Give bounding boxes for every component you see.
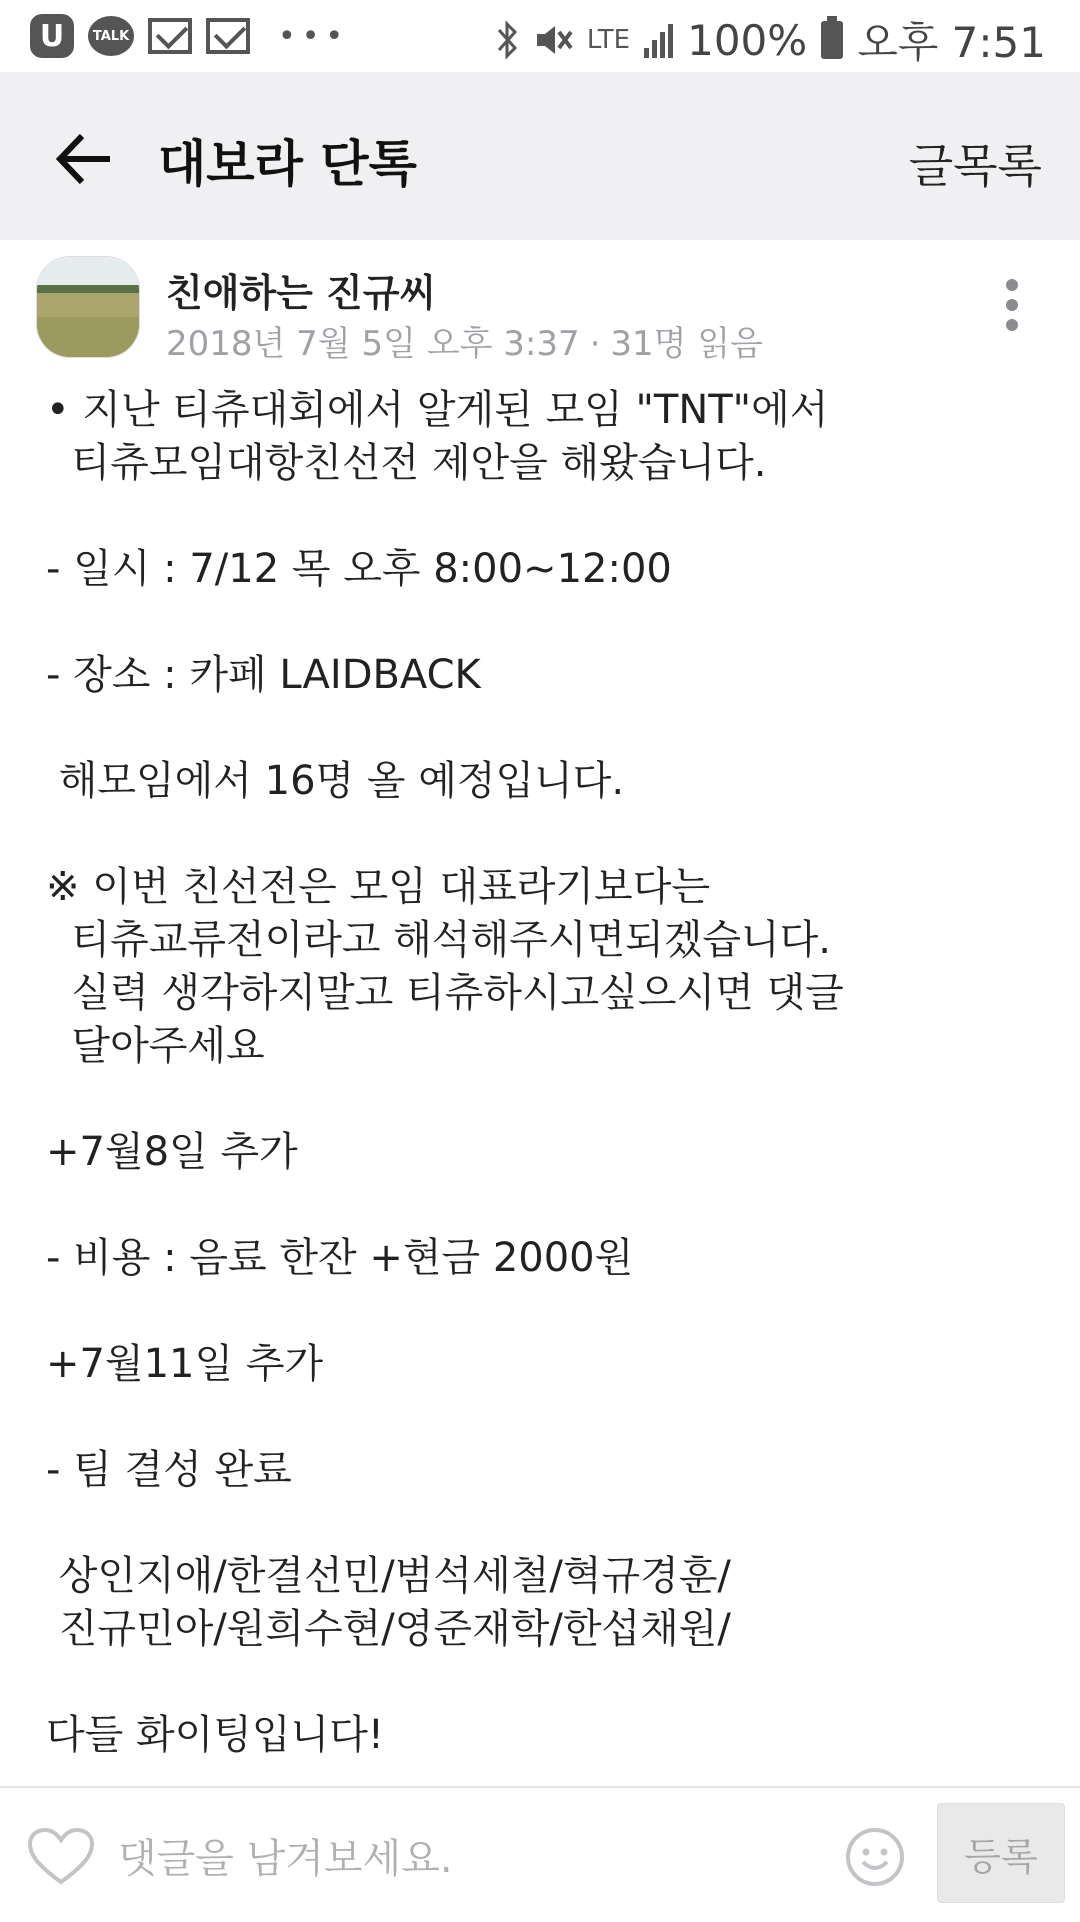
post-body-line: 티츄모임대항친선전 제안을 해왔습니다.: [46, 440, 767, 486]
post-body-line: +7월11일 추가: [46, 1341, 324, 1387]
system-status: [495, 10, 1046, 70]
smiley-icon[interactable]: [844, 1826, 906, 1888]
post-body-line: 해모임에서 16명 올 예정입니다.: [46, 758, 625, 804]
talk-icon-label: TALK: [92, 28, 130, 44]
kakaotalk-icon: [88, 16, 134, 56]
heart-icon[interactable]: [26, 1826, 96, 1888]
post-list-button[interactable]: 글목록: [908, 139, 1042, 193]
post-body-line: [46, 1179, 1046, 1232]
submit-comment-button[interactable]: 등록: [937, 1803, 1065, 1903]
app-bar: [0, 72, 1080, 240]
post-body-line: [46, 490, 1046, 543]
author-name[interactable]: 친애하는 진규씨: [166, 271, 437, 315]
bluetooth-icon: [495, 20, 519, 60]
more-notifications-icon: •••: [278, 18, 350, 54]
post-body: [46, 384, 1046, 1762]
arrow-left-icon[interactable]: [50, 124, 120, 194]
post-body-line: • 지난 티츄대회에서 알게된 모임 "TNT"에서: [46, 387, 829, 433]
network-type: LTE: [586, 25, 631, 55]
page-title: 대보라 단톡: [158, 135, 417, 193]
clock: 오후 7:51: [857, 18, 1046, 67]
post-body-line: - 일시 : 7/12 목 오후 8:00~12:00: [46, 546, 672, 592]
post-body-line: [46, 1391, 1046, 1444]
notification-icons: [30, 14, 349, 58]
comment-input[interactable]: [116, 1828, 820, 1890]
post-body-line: [46, 1285, 1046, 1338]
post-date: 2018년 7월 5일 오후 3:37: [166, 324, 580, 364]
post-body-line: 진규민아/원희수현/영준재학/한섭채원/: [46, 1606, 731, 1652]
u-plus-app-icon: U: [30, 14, 74, 58]
mute-icon: [533, 20, 573, 60]
post-body-line: 달아주세요: [46, 1023, 265, 1069]
signal-icon: [644, 22, 673, 58]
post-body-line: ※ 이번 친선전은 모임 대표라기보다는: [46, 864, 710, 910]
mail-icon-2: [206, 18, 250, 54]
mail-icon: [148, 18, 192, 54]
post-body-line: - 장소 : 카페 LAIDBACK: [46, 652, 481, 698]
post-body-line: [46, 1656, 1046, 1709]
post-body-line: [46, 702, 1046, 755]
post-body-line: [46, 808, 1046, 861]
status-bar: [0, 0, 1080, 72]
post-body-line: 다들 화이팅입니다!: [46, 1712, 384, 1758]
more-vertical-icon[interactable]: [1000, 278, 1024, 332]
post-body-line: 실력 생각하지말고 티츄하시고싶으시면 댓글: [46, 970, 844, 1016]
view-count: 31명 읽음: [610, 324, 764, 364]
post-body-line: 상인지애/한결선민/범석세철/혁규경훈/: [46, 1553, 731, 1599]
post-body-line: [46, 1073, 1046, 1126]
post-meta: [166, 316, 763, 365]
post-body-line: [46, 596, 1046, 649]
post-body-line: 티츄교류전이라고 해석해주시면되겠습니다.: [46, 917, 832, 963]
battery-icon: [821, 21, 843, 59]
post-body-line: - 비용 : 음료 한잔 +현금 2000원: [46, 1235, 634, 1281]
post-body-line: - 팀 결성 완료: [46, 1447, 292, 1493]
meta-separator: ·: [589, 324, 601, 364]
battery-percent: 100%: [687, 15, 808, 65]
post-body-line: +7월8일 추가: [46, 1129, 298, 1175]
avatar[interactable]: [36, 256, 140, 358]
post-body-line: [46, 1497, 1046, 1550]
